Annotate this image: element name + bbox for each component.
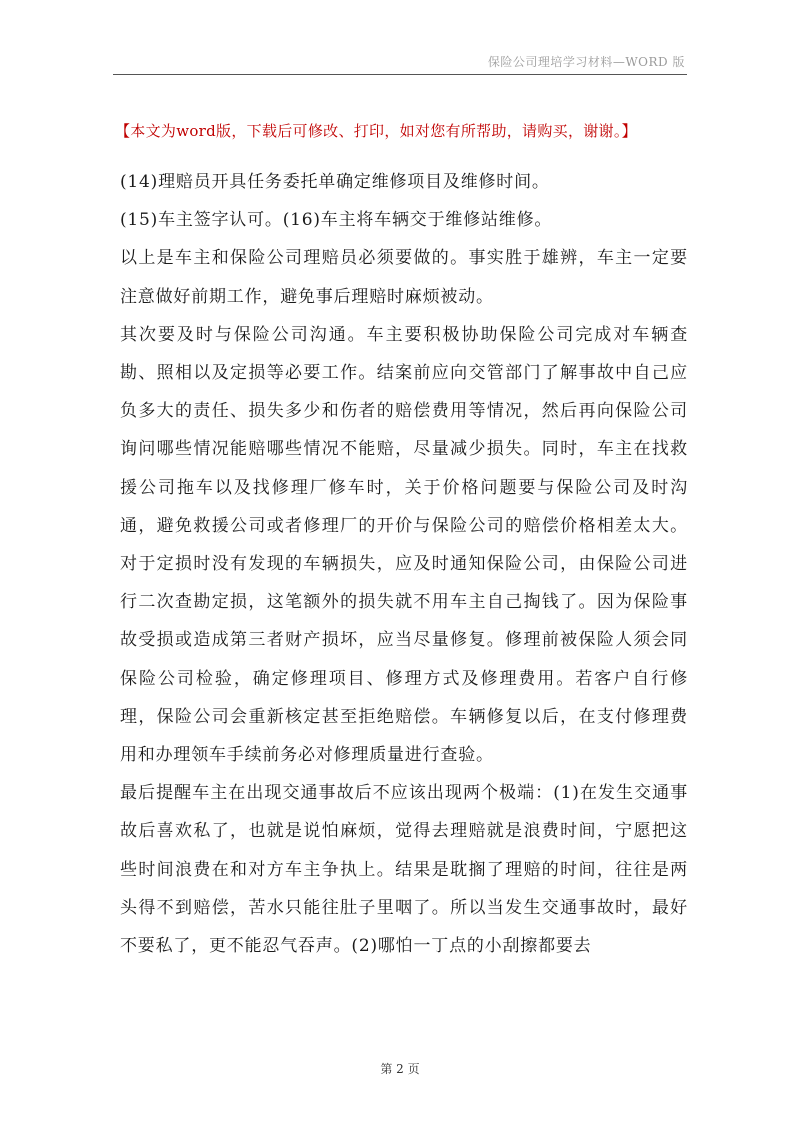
download-notice: 【本文为word版，下载后可修改、打印，如对您有所帮助，请购买，谢谢。】 [115, 122, 637, 140]
header-title: 保险公司理培学习材料—WORD 版 [487, 55, 685, 69]
paragraph: (14)理赔员开具任务委托单确定维修项目及维修时间。 [120, 172, 550, 192]
header-divider [113, 74, 687, 75]
paragraph: 其次要及时与保险公司沟通。车主要积极协助保险公司完成对车辆查勘、照相以及定损等必要工作。结案前应向交管部门了解事故中自己应负多大的责任、损失多少和伤者的赔偿费用等情况，然后再向保险公司询问哪些情况能赔哪些情况不能赔，尽量减少损失。同时，车主在找救援公司拖车以及找修理厂修车时，关于价格问题要与保险公司及时沟通，避免救援公司或者修理厂的开价与保险公司的赔偿价格相差太大。对于定损时没有发现的车辆损失，应及时通知保险公司，由保险公司进行二次查勘定损，这笔额外的损失就不用车主自己掏钱了。因为保险事故受损或造成第三者财产损坏，应当尽量修复。修理前被保险人须会同保险公司检验，确定修理项目、修理方式及修理费用。若客户自行修理，保险公司会重新核定甚至拒绝赔偿。车辆修复以后，在支付修理费用和办理领车手续前务必对修理质量进行查验。 [120, 324, 688, 766]
document-body [120, 163, 688, 965]
paragraph: 以上是车主和保险公司理赔员必须要做的。事实胜于雄辨，车主一定要注意做好前期工作，避免事后理赔时麻烦被动。 [120, 248, 688, 307]
page-number: 第 2 页 [380, 1062, 420, 1076]
paragraph: 最后提醒车主在出现交通事故后不应该出现两个极端：(1)在发生交通事故后喜欢私了，也就是说怕麻烦，觉得去理赔就是浪费时间，宁愿把这些时间浪费在和对方车主争执上。结果是耽搁了理赔的时间，往往是两头得不到赔偿，苦水只能往肚子里咽了。所以当发生交通事故时，最好不要私了，更不能忍气吞声。(2)哪怕一丁点的小刮擦都要去 [120, 783, 688, 957]
paragraph: (15)车主签字认可。(16)车主将车辆交于维修站维修。 [120, 210, 553, 231]
